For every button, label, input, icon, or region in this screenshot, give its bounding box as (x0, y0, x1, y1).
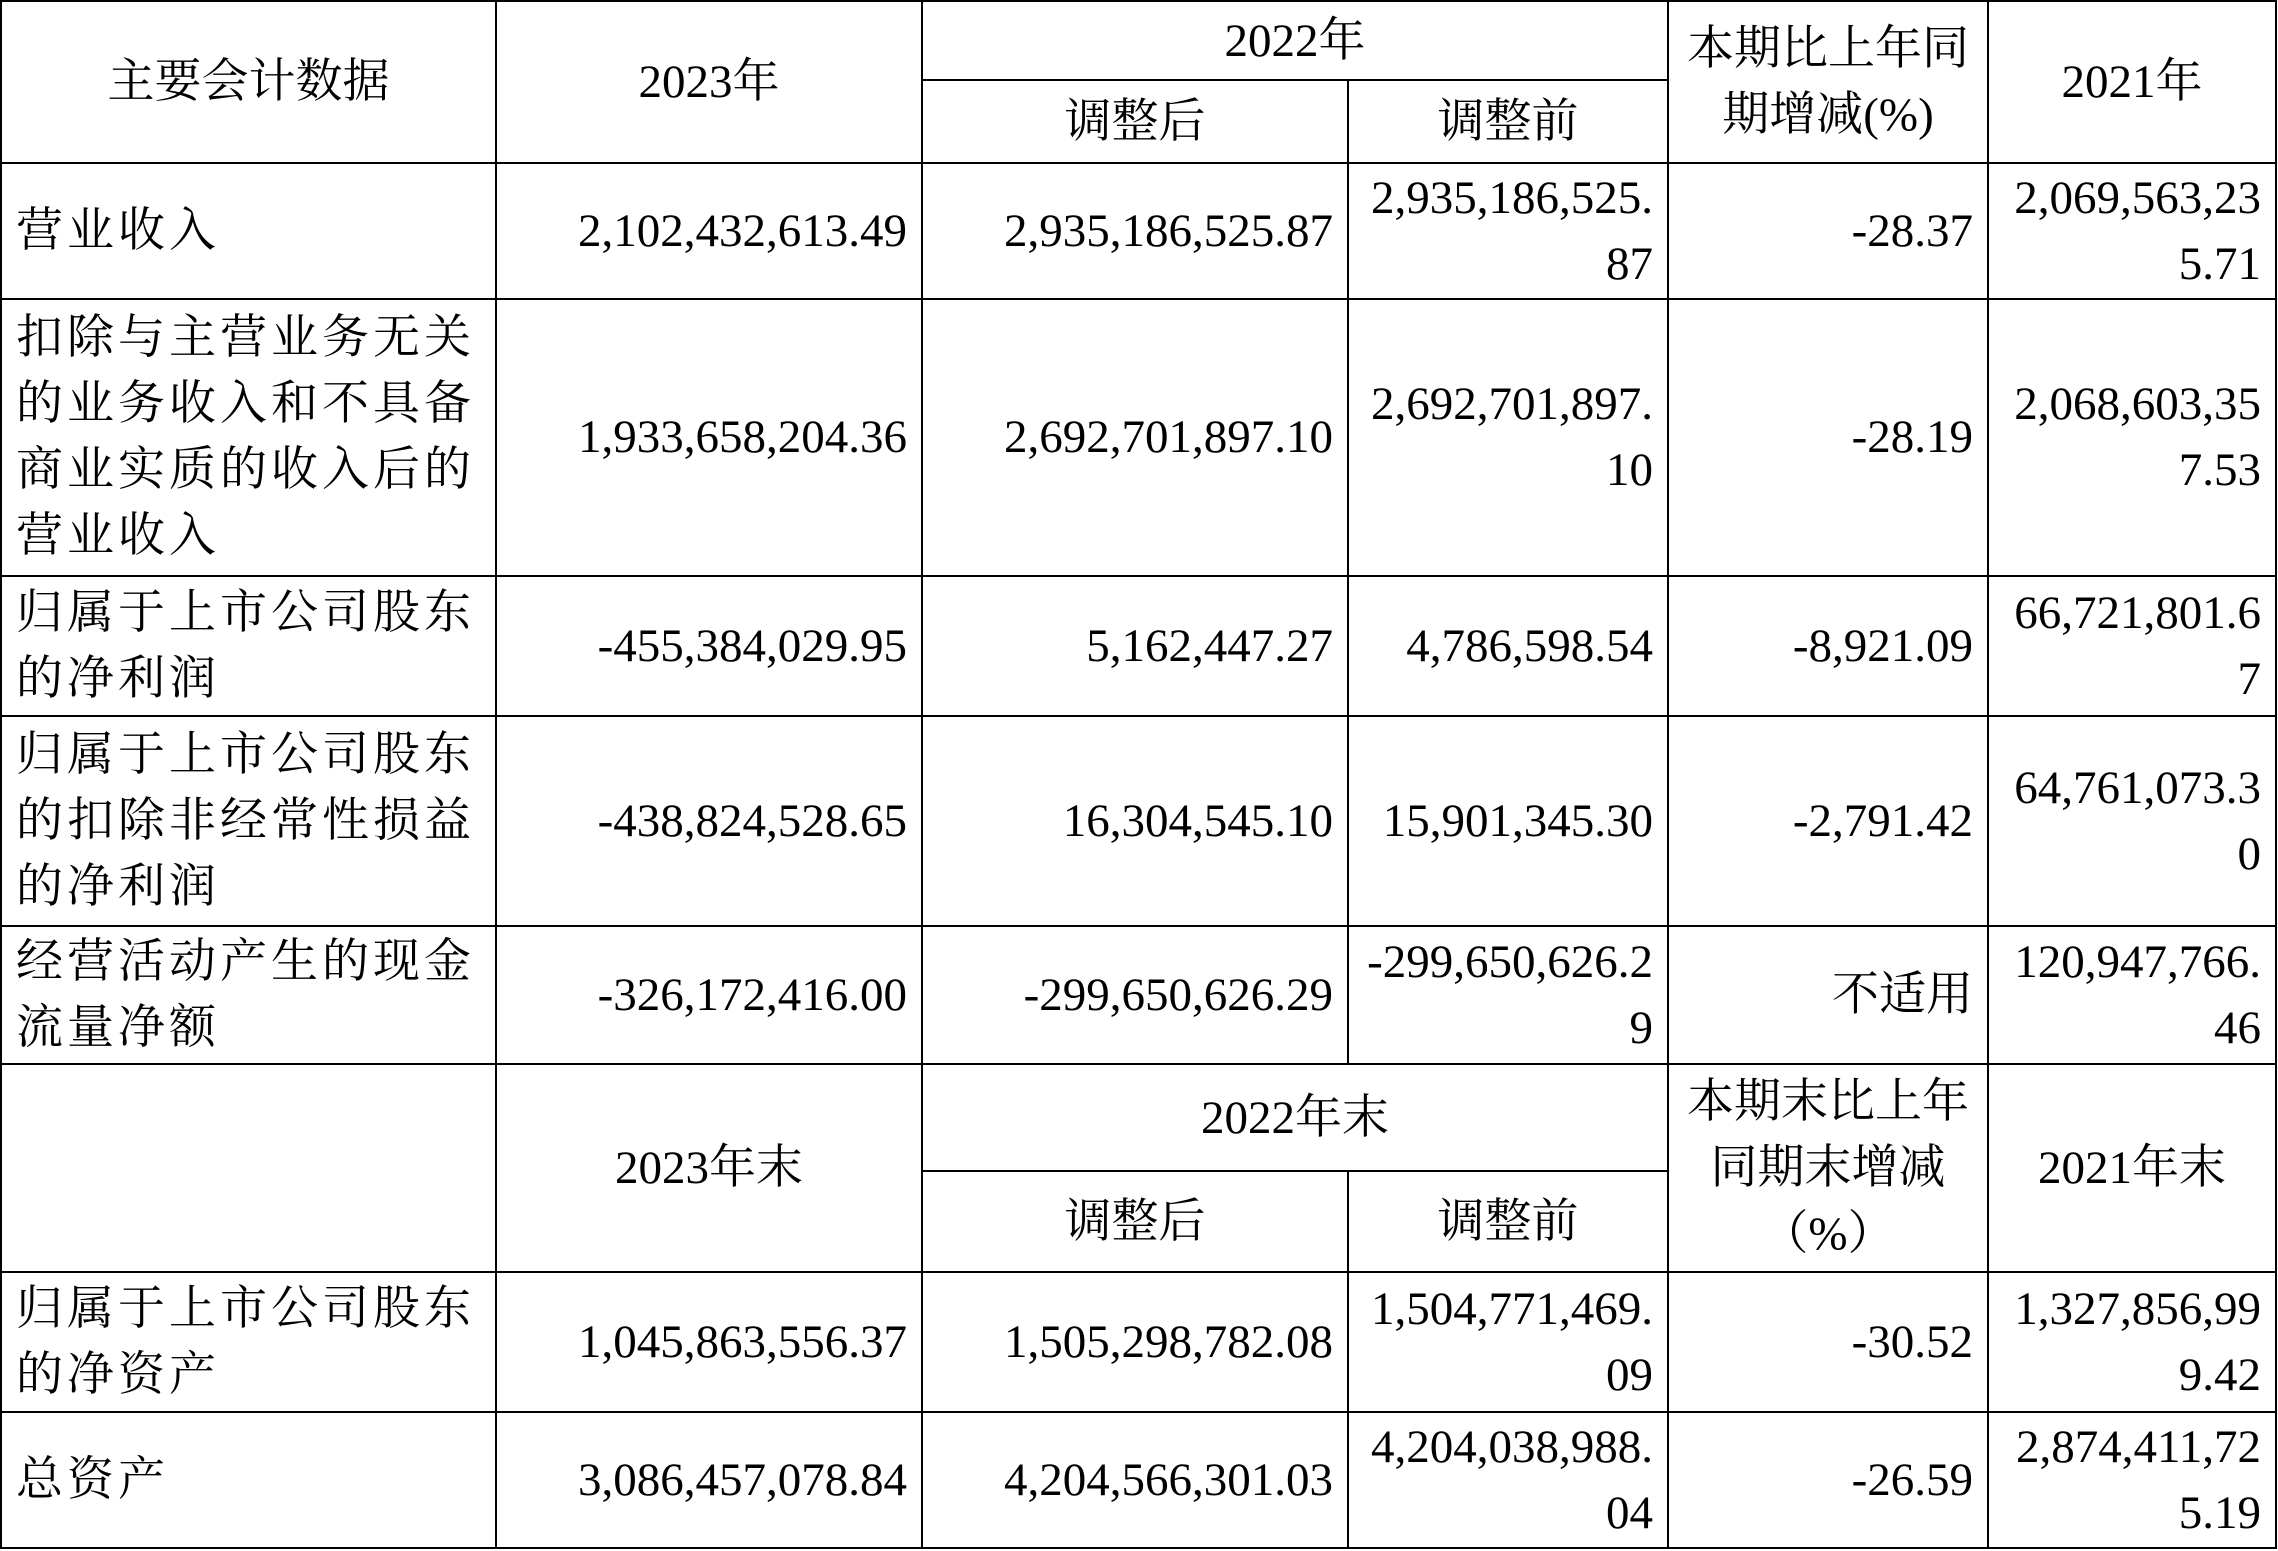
header-year-2023: 2023年 (496, 1, 922, 163)
value-change: -28.19 (1668, 299, 1988, 576)
value-2022-before: 2,935,186,525.87 (1348, 163, 1668, 299)
value-2022-adjusted: 2,935,186,525.87 (922, 163, 1348, 299)
header-year-2022: 2022年 (922, 1, 1668, 80)
header-before-adjust: 调整前 (1348, 80, 1668, 163)
value-2021-end: 2,874,411,725.19 (1988, 1412, 2276, 1548)
value-2023: 1,933,658,204.36 (496, 299, 922, 576)
value-2023: -438,824,528.65 (496, 716, 922, 926)
table-row (1, 163, 2276, 299)
table-row (1, 1272, 2276, 1412)
table-row (1, 576, 2276, 716)
header-adjusted: 调整后 (922, 80, 1348, 163)
row-label: 归属于上市公司股东的扣除非经常性损益的净利润 (1, 716, 496, 926)
value-2022-before: 2,692,701,897.10 (1348, 299, 1668, 576)
value-2021: 66,721,801.67 (1988, 576, 2276, 716)
value-2023: -326,172,416.00 (496, 926, 922, 1065)
row-label: 营业收入 (1, 163, 496, 299)
header2-year-2023-end: 2023年末 (496, 1064, 922, 1272)
value-2022-end-adjusted: 4,204,566,301.03 (922, 1412, 1348, 1548)
value-2022-adjusted: 16,304,545.10 (922, 716, 1348, 926)
value-2023: -455,384,029.95 (496, 576, 922, 716)
value-2022-end-before: 1,504,771,469.09 (1348, 1272, 1668, 1412)
value-change: -8,921.09 (1668, 576, 1988, 716)
value-2022-adjusted: 2,692,701,897.10 (922, 299, 1348, 576)
row-label: 经营活动产生的现金流量净额 (1, 926, 496, 1065)
header2-before-adjust: 调整前 (1348, 1171, 1668, 1272)
value-2022-before: 4,786,598.54 (1348, 576, 1668, 716)
value-2022-adjusted: -299,650,626.29 (922, 926, 1348, 1065)
header2-year-2022-end: 2022年末 (922, 1064, 1668, 1170)
value-2021: 2,069,563,235.71 (1988, 163, 2276, 299)
value-2023-end: 3,086,457,078.84 (496, 1412, 922, 1548)
value-2022-end-before: 4,204,038,988.04 (1348, 1412, 1668, 1548)
value-2021: 120,947,766.46 (1988, 926, 2276, 1065)
value-2022-before: 15,901,345.30 (1348, 716, 1668, 926)
row-label: 总资产 (1, 1412, 496, 1548)
header2-year-2021-end: 2021年末 (1988, 1064, 2276, 1272)
table-row (1, 716, 2276, 926)
table-row (1, 926, 2276, 1065)
value-2021-end: 1,327,856,999.42 (1988, 1272, 2276, 1412)
value-2022-adjusted: 5,162,447.27 (922, 576, 1348, 716)
header2-adjusted: 调整后 (922, 1171, 1348, 1272)
value-2021: 2,068,603,357.53 (1988, 299, 2276, 576)
value-2022-end-adjusted: 1,505,298,782.08 (922, 1272, 1348, 1412)
value-2023-end: 1,045,863,556.37 (496, 1272, 922, 1412)
value-2022-before: -299,650,626.29 (1348, 926, 1668, 1065)
header-change: 本期比上年同期增减(%) (1668, 1, 1988, 163)
value-change: -26.59 (1668, 1412, 1988, 1548)
header2-change: 本期末比上年同期末增减（%） (1668, 1064, 1988, 1272)
header2-label (1, 1064, 496, 1272)
value-2023: 2,102,432,613.49 (496, 163, 922, 299)
value-change: -28.37 (1668, 163, 1988, 299)
table-row (1, 1412, 2276, 1548)
table-row (1, 299, 2276, 576)
value-2021: 64,761,073.30 (1988, 716, 2276, 926)
row-label: 归属于上市公司股东的净利润 (1, 576, 496, 716)
header-label: 主要会计数据 (1, 1, 496, 163)
value-change: -2,791.42 (1668, 716, 1988, 926)
row-label: 归属于上市公司股东的净资产 (1, 1272, 496, 1412)
value-change: -30.52 (1668, 1272, 1988, 1412)
header-year-2021: 2021年 (1988, 1, 2276, 163)
value-change: 不适用 (1668, 926, 1988, 1065)
row-label: 扣除与主营业务无关的业务收入和不具备商业实质的收入后的营业收入 (1, 299, 496, 576)
